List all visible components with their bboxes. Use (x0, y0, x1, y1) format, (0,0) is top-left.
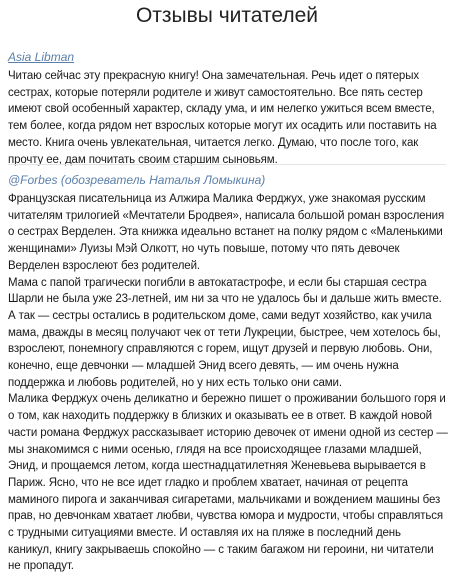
page-title: Отзывы читателей (135, 4, 319, 27)
review-author-link[interactable]: Asia Libman (8, 50, 75, 64)
review-text: Французская писательница из Алжира Малика Ферджух, уже знакомая русским читателям трилогией «Мечтатели Бродвея», написала большой роман взросления о сестрах Верделен. Эта книжка идеально встанет на полку рядом с «Маленькими женщинами» Луизы Мэй Олкотт, но чуть повыше, потому что пять девочек Верделен взрослеют без родителей. Мама с папой трагически погибли в автокатастрофе, и если бы старшая сестра Шарли не была уже 23-летней, им ни за что не удалось бы и дальше жить вместе. А так — сестры остались в родительском доме, сами ведут хозяйство, как учила мама, дважды в месяц получают чек от тети Лукреции, быстрее, чем хотелось бы, взрослеют, понемногу справляются с горем, ищут друзей и первую любовь. Они, конечно, еще девчонки — младшей Энид всего девять, — им очень нужна поддержка и любовь родителей, но у них есть только они сами. Малика Ферджух очень деликатно и бережно пишет о проживании большого горя и о том, как находить поддержку в близких и оказывать ее в ответ. В каждой новой части романа Ферджух рассказывает историю девочек от имени одной из сестер — мы знакомимся с ними осенью, глядя на все происходящее глазами младшей, Энид, и прощаемся летом, когда шестнадцатилетняя Женевьева вырывается в Париж. Ясно, что не все идет гладко и проблем хватает, начиная от рецепта маминого пирога и заканчивая сигаретами, мальчиками и вождением машины без прав, но девчонкам хватает любви, чувства юмора и мудрости, чтобы справляться с трудными ситуациями вместе. И оставляя их на пляже в последний день каникул, книгу закрываешь спокойно — с таким багажом ни героини, ни читатели не пропадут. (8, 193, 448, 573)
review-divider (8, 164, 446, 165)
review-card (8, 50, 448, 168)
review-author: @Forbes (обозреватель Наталья Ломыкина) (8, 173, 266, 187)
review-card (8, 173, 448, 575)
review-text: Читаю сейчас эту прекрасную книгу! Она замечательная. Речь идет о пятерых сестрах, которые потеряли родителе и живут самостоятельно. Все пять сестер имеют свой особенный характер, складу ума, и им нелегко ужиться всем вместе, тем более, когда рядом нет взрослых которые могут их осадить или поставить на место. Книга очень увлекательная, читается легко. Думаю, что после того, как прочту ее, дам почитать своим старшим сыновьям. (8, 70, 437, 166)
